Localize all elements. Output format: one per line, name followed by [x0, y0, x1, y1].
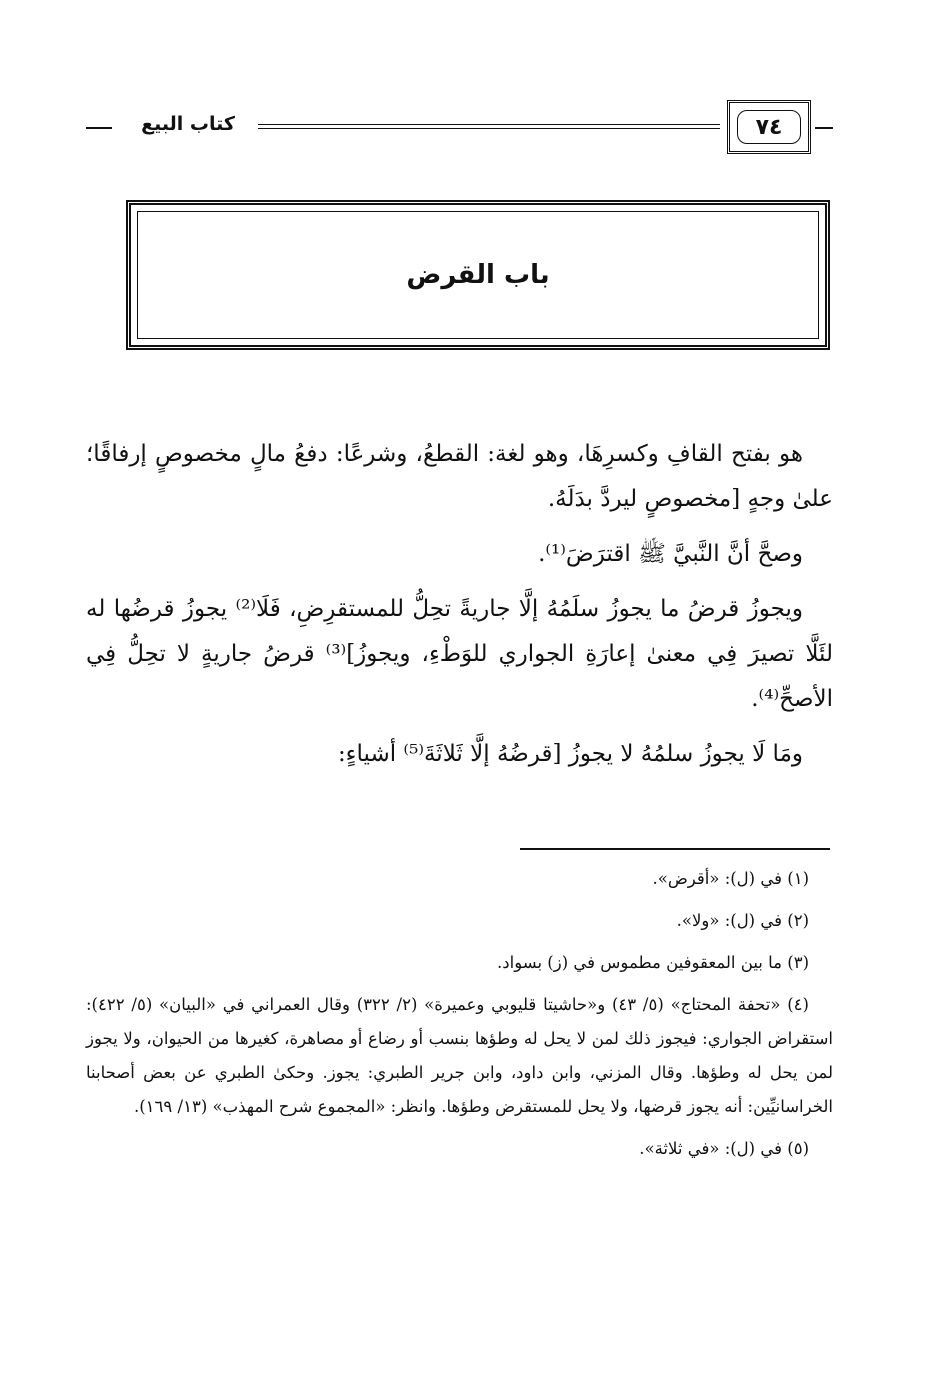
main-text	[86, 432, 833, 787]
body-paragraph-2: وصحَّ أنَّ النَّبيَّ ﷺ اقترَضَ⁽¹⁾.	[538, 541, 803, 567]
header-rule	[258, 124, 720, 129]
footnotes	[86, 862, 833, 1174]
page-number: ٧٤	[737, 110, 801, 144]
footnote-1: (١) في (ل): «أقرض».	[652, 869, 809, 888]
body-paragraph-4: ومَا لَا يجوزُ سلمُهُ لا يجوزُ [قرضُهُ إلَّا ثَلاثَةَ⁽⁵⁾ أشياءٍ:	[337, 741, 803, 767]
chapter-title-inner-frame	[137, 211, 819, 339]
header-right-rule	[815, 127, 833, 129]
footnote-3: (٣) ما بين المعقوفين مطموس في (ز) بسواد.	[497, 953, 809, 972]
footnote-separator	[520, 848, 830, 850]
footnote-5: (٥) في (ل): «في ثلاثة».	[639, 1139, 809, 1158]
footnote-4: (٤) «تحفة المحتاج» (٥/ ٤٣) و«حاشيتا قليوبي وعميرة» (٢/ ٣٢٢) وقال العمراني في «البيان» (٥/ ٤٢٢): استقراض الجواري: فيجوز ذلك لمن لا يحل له وطؤها بنسب أو رضاع أو مصاهرة، كغيرها من الحيوان، ولا يجوز لمن يحل له وطؤها. وقال المزني، وابن داود، وابن جرير الطبري: يجوز. وحكىٰ الطبري عن بعض أصحابنا الخراسانيِّين: أنه يجوز قرضها، ولا يحل للمستقرض وطؤها. وانظر: «المجموع شرح المهذب» (١٣/ ١٦٩).	[86, 995, 833, 1116]
chapter-title-frame	[126, 200, 830, 350]
body-paragraph-3: ويجوزُ قرضُ ما يجوزُ سلَمُهُ إلَّا جاريةً تحِلُّ للمستقرِضِ، فَلَا⁽²⁾ يجوزُ قرضُها له لئَلَّا تصيرَ فِي معنىٰ إعارَةِ الجواري للوَطْءِ، ويجوزُ]⁽³⁾ قرضُ جاريةٍ لا تحِلُّ فِي الأصحِّ⁽⁴⁾.	[86, 596, 833, 712]
footnote-2: (٢) في (ل): «ولا».	[676, 911, 809, 930]
running-title: كتاب البيع	[141, 113, 235, 135]
page-number-frame	[727, 100, 811, 154]
chapter-title: باب القرض	[406, 260, 550, 290]
header-left-rule	[86, 127, 112, 129]
body-paragraph-1: هو بفتح القافِ وكسرِهَا، وهو لغة: القطعُ، وشرعًا: دفعُ مالٍ مخصوصٍ إرفاقًا؛ علىٰ وجهٍ [مخصوصٍ ليردَّ بدَلَهُ.	[86, 441, 833, 512]
